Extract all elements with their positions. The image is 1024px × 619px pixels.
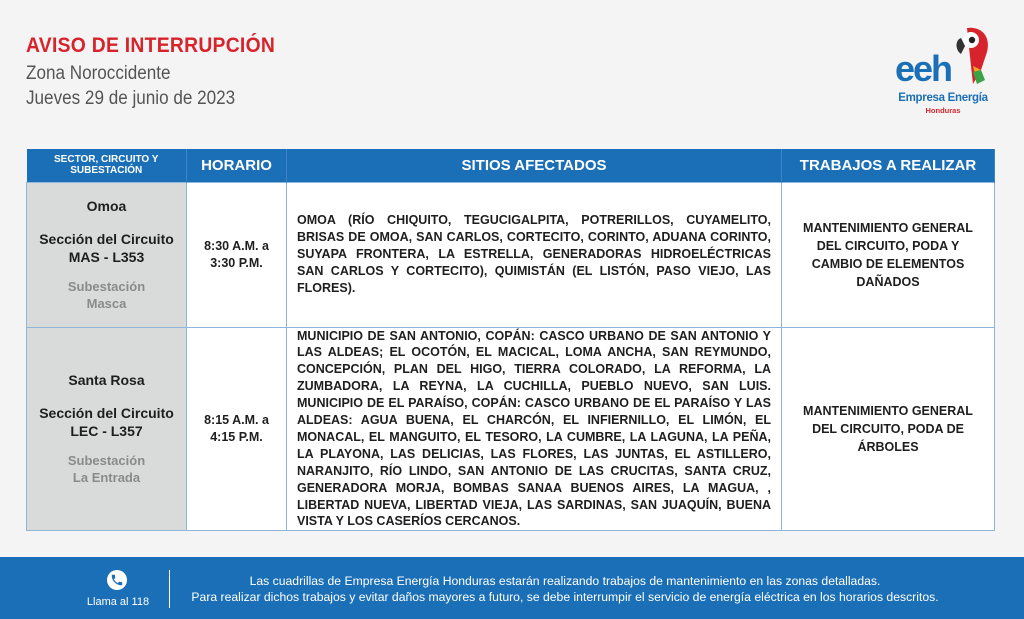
zone-subtitle: Zona Noroccidente (26, 63, 171, 84)
table-row (27, 327, 995, 531)
footer (0, 557, 1024, 619)
circuit-info (33, 404, 180, 440)
logo-text: eeh (895, 48, 952, 89)
substation-label: Subestación (67, 452, 146, 468)
substation-name: La Entrada (72, 469, 141, 485)
notice-date: Jueves 29 de junio de 2023 (26, 88, 236, 109)
schedule-end: 4:15 P.M. (210, 429, 263, 444)
header-trabajos: TRABAJOS A REALIZAR (782, 149, 995, 182)
schedule-start: 8:15 A.M. a (204, 412, 269, 427)
substation-name: Masca (86, 295, 127, 311)
circuit-label: Sección del Circuito (39, 230, 174, 247)
interruption-table (26, 149, 995, 531)
footer-line-1: Las cuadrillas de Empresa Energía Honduras estarán realizando trabajos de mantenimiento en las zonas detalladas. (249, 574, 881, 588)
substation-label: Subestación (67, 278, 146, 294)
phone-icon[interactable] (107, 570, 127, 590)
logo-country: Honduras (925, 106, 961, 115)
circuit-code: MAS - L353 (68, 248, 145, 265)
circuit-code: LEC - L357 (70, 422, 143, 439)
circuit-info (33, 230, 180, 266)
header-sitios: SITIOS AFECTADOS (287, 149, 782, 182)
header (26, 34, 297, 110)
header-horario: HORARIO (187, 149, 287, 182)
logo-company-name: Empresa Energía (898, 92, 988, 104)
page-title: AVISO DE INTERRUPCIÓN (26, 34, 276, 57)
schedule-cell (187, 327, 287, 531)
sector-name: Omoa (86, 197, 127, 214)
table-row (27, 182, 995, 327)
schedule-start: 8:30 A.M. a (204, 238, 269, 253)
work-description-cell: MANTENIMIENTO GENERAL DEL CIRCUITO, PODA DE ÁRBOLES (782, 327, 995, 531)
circuit-label: Sección del Circuito (39, 404, 174, 421)
schedule-cell (187, 182, 287, 327)
header-sector: SECTOR, CIRCUITO Y SUBESTACIÓN (27, 149, 187, 182)
affected-sites-cell: MUNICIPIO DE SAN ANTONIO, COPÁN: CASCO URBANO DE SAN ANTONIO Y LAS ALDEAS; EL OCOTÓN, EL MACICAL, LOMA ANCHA, SAN REYMUNDO, CONCEPCIÓN, PLAN DEL HIGO, TIERRA COLORADO, LA REFORMA, LA ZUMBADORA, LA REYNA, LA CUCHILLA, PUEBLO NUEVO, SAN LUIS. MUNICIPIO DE EL PARAÍSO, COPÁN: CASCO URBANO DE EL PARAÍSO Y LAS ALDEAS: AGUA BUENA, EL CHARCÓN, EL INFIERNILLO, EL LIMÓN, EL MONACAL, EL MANGUITO, EL TESORO, LA CUMBRE, LA LAGUNA, LA PEÑA, LA PLAYONA, LAS DELICIAS, LAS FLORES, LAS JUNTAS, EL ASTILLERO, NARANJITO, RÍO LINDO, SAN ANTONIO DE LAS CRUCITAS, SANTA CRUZ, GENERADORA MORJA, BOMBAS SANAA BUENOS AIRES, LA MAGUA, , LIBERTAD NUEVA, LIBERTAD VIEJA, LAS SARDINAS, SAN JUAQUÍN, BUENA VISTA Y LOS CASERÍOS CERCANOS. (287, 327, 782, 531)
table-header-row (27, 149, 995, 182)
work-description-cell: MANTENIMIENTO GENERAL DEL CIRCUITO, PODA Y CAMBIO DE ELEMENTOS DAÑADOS (782, 182, 995, 327)
substation-info (33, 452, 180, 486)
phone-label: Llama al 118 (86, 596, 150, 608)
sector-cell (27, 182, 187, 327)
sector-name: Santa Rosa (68, 371, 145, 388)
schedule-end: 3:30 P.M. (210, 255, 263, 270)
footer-message (170, 573, 960, 605)
affected-sites-cell: OMOA (RÍO CHIQUITO, TEGUCIGALPITA, POTRERILLOS, CUYAMELITO, BRISAS DE OMOA, SAN CARLOS, CORTECITO, CORINTO, ADUANA CORINTO, SUYAPA FRONTERA, LA ESTRELLA, GENERADORAS HIDROELÉCTRICAS SAN CARLOS Y CORTECITO), QUIMISTÁN (EL LISTÓN, PASO VIEJO, LAS FLORES). (287, 182, 782, 327)
macaw-logo-icon (951, 26, 991, 88)
eeh-logo (893, 26, 993, 116)
footer-line-2: Para realizar dichos trabajos y evitar daños mayores a futuro, se debe interrumpir el servicio de energía eléctrica en los horarios descritos. (191, 590, 939, 604)
substation-info (33, 278, 180, 312)
sector-cell (27, 327, 187, 531)
